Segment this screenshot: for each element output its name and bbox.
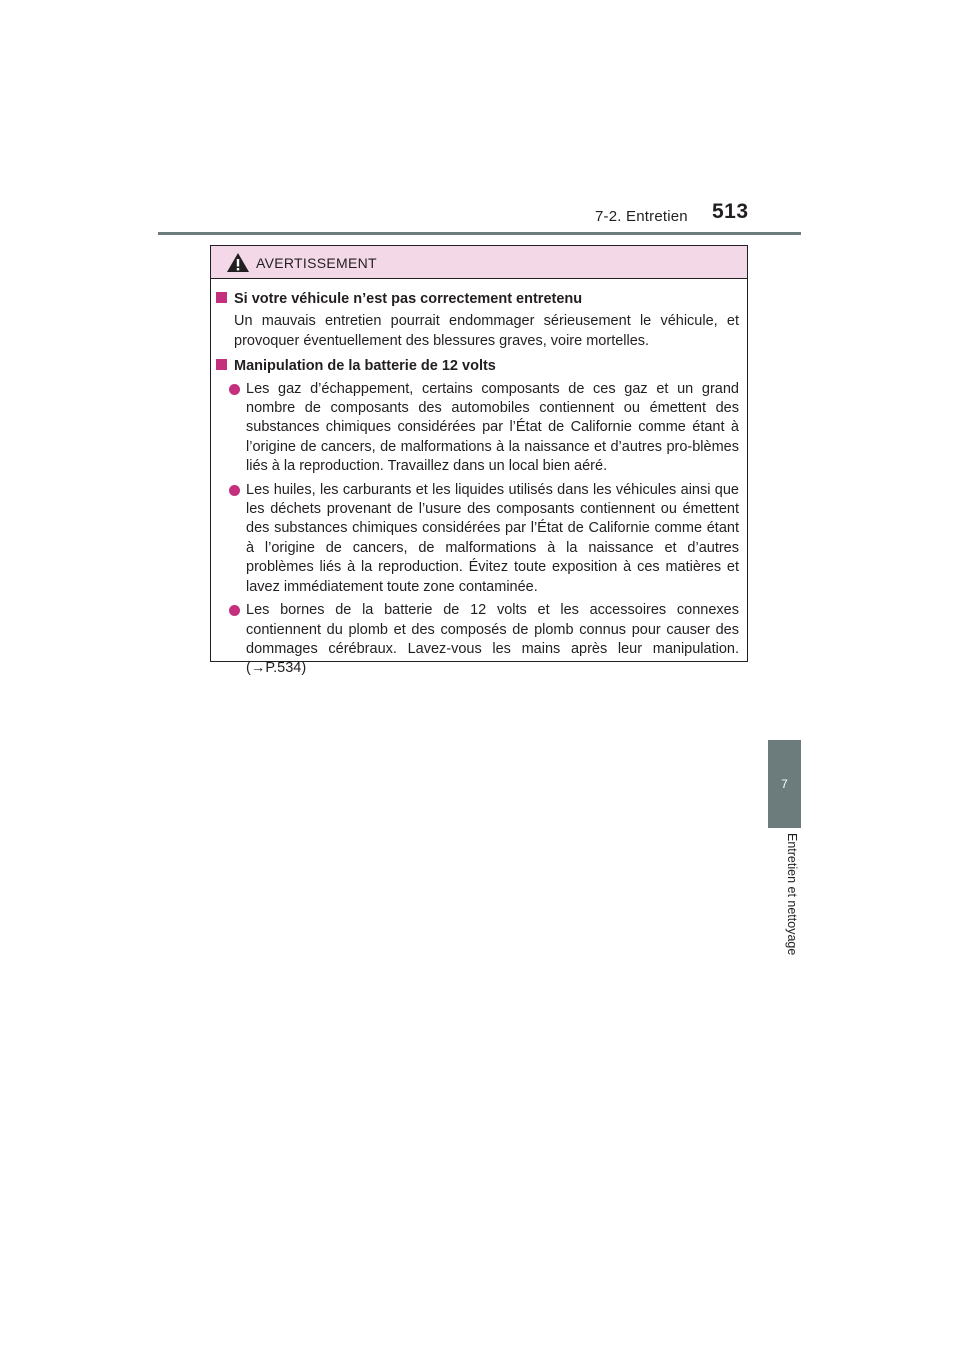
section-heading-text: Si votre véhicule n’est pas correctement entretenu bbox=[234, 291, 583, 307]
header-section-title: 7-2. Entretien bbox=[595, 208, 688, 225]
round-bullet-icon bbox=[229, 485, 240, 496]
square-bullet-icon bbox=[216, 292, 227, 303]
list-item-text: Les bornes de la batterie de 12 volts et les accessoires connexes contiennent du plomb et des composés de plomb connus pour causer des dommages cérébraux. Lavez-vous les mains après leur manipulation. (→P.534) bbox=[246, 602, 739, 677]
list-item bbox=[229, 380, 739, 477]
warning-header bbox=[211, 246, 747, 279]
page-number: 513 bbox=[712, 200, 749, 223]
chapter-label: Entretien et nettoyage bbox=[785, 833, 799, 956]
round-bullet-icon bbox=[229, 384, 240, 395]
list-item-text: Les huiles, les carburants et les liquides utilisés dans les véhicules ainsi que les déchets provenant de l’usure des composants contiennent ou émettent des substances chimiques considérées par l’État de Californie comme étant à l’origine de cancers, de malformations à la naissance et d’autres problèmes liés à la reproduction. Évitez toute exposition à ces matières et lavez immédiatement toute zone contaminée. bbox=[246, 481, 739, 595]
round-bullet-icon bbox=[229, 605, 240, 616]
section-heading bbox=[216, 357, 739, 376]
section-paragraph: Un mauvais entretien pourrait endommager sérieusement le véhicule, et provoquer éventuellement des blessures graves, voire mortelles. bbox=[234, 313, 739, 349]
warning-triangle-icon bbox=[226, 252, 250, 273]
chapter-tab[interactable] bbox=[768, 740, 801, 828]
header-rule bbox=[158, 232, 801, 235]
warning-box bbox=[210, 245, 748, 677]
warning-body bbox=[211, 279, 747, 679]
section-heading bbox=[216, 290, 739, 309]
section-heading-text: Manipulation de la batterie de 12 volts bbox=[234, 358, 496, 375]
square-bullet-icon bbox=[216, 359, 227, 370]
list-item bbox=[229, 601, 739, 679]
list-item bbox=[229, 481, 739, 597]
list-item-text: Les gaz d’échappement, certains composants de ces gaz et un grand nombre de composants des automobiles contiennent ou émettent des substances chimiques considérées par l’État de Californie comme étant à l’origine de cancers, de malformations à la naissance et d’autres pro-blèmes liés à la reproduction. Travaillez dans un local bien aéré. bbox=[246, 380, 739, 475]
warning-title: AVERTISSEMENT bbox=[256, 255, 377, 271]
chapter-number: 7 bbox=[781, 777, 788, 791]
